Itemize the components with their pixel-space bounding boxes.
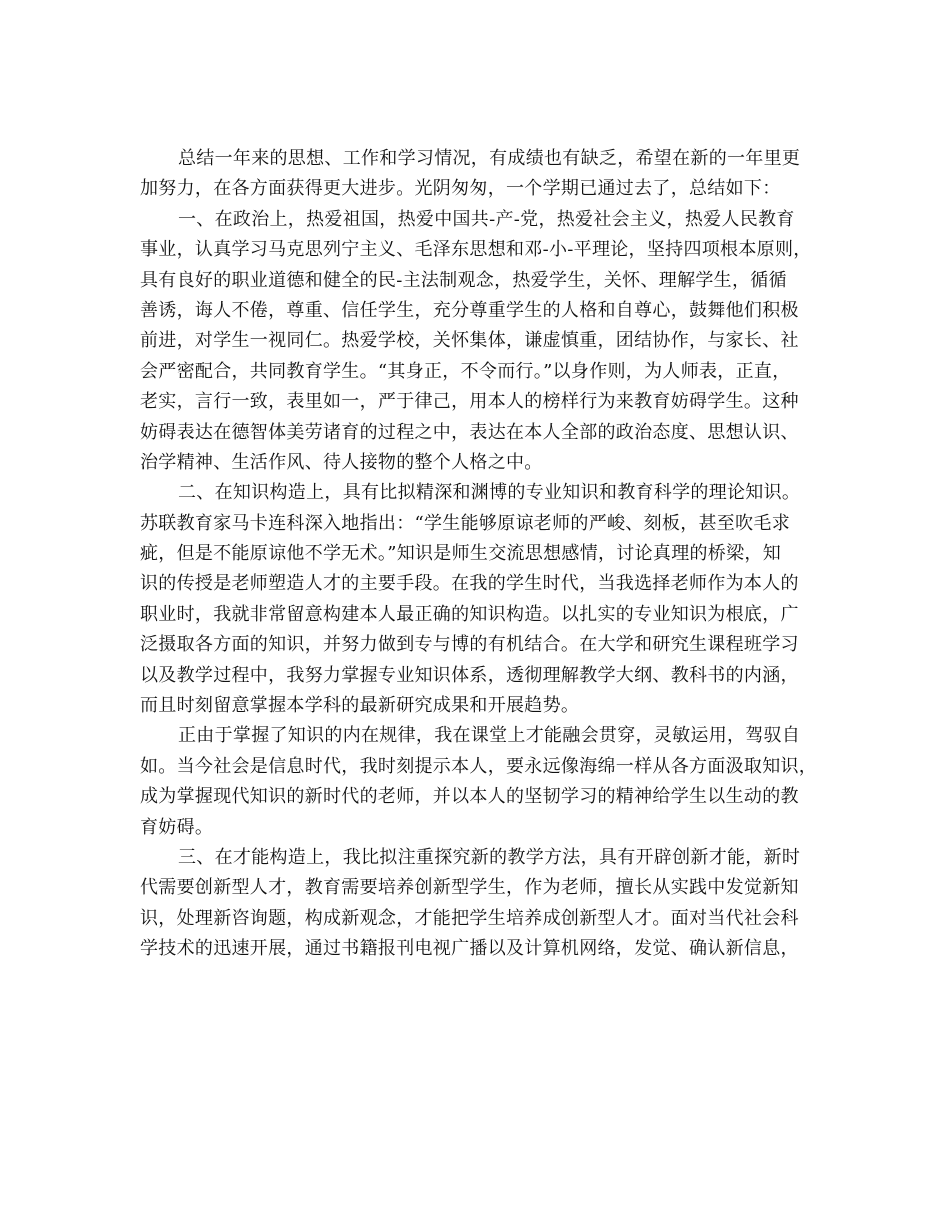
- paragraph-first-line: 一、在政治上，热爱祖国，热爱中国共-产-党，热爱社会主义，热爱人民教育: [178, 208, 795, 230]
- text-line: 识，处理新咨询题，构成新观念，才能把学生培养成创新型人才。面对当代社会科: [140, 907, 799, 929]
- text-line: 成为掌握现代知识的新时代的老师，并以本人的坚韧学习的精神给学生以生动的教: [140, 786, 799, 808]
- paragraph-first-line: 三、在才能构造上，我比拟注重探究新的教学方法，具有开辟创新才能，新时: [178, 846, 801, 868]
- text-line: 治学精神、生活作风、待人接物的整个人格之中。: [140, 451, 543, 473]
- paragraph-first-line: 二、在知识构造上，具有比拟精深和渊博的专业知识和教育科学的理论知识。: [178, 482, 801, 504]
- text-line: 职业时，我就非常留意构建本人最正确的知识构造。以扎实的专业知识为根底，广: [140, 603, 799, 625]
- text-line: 苏联教育家马卡连科深入地指出：“学生能够原谅老师的严峻、刻板，甚至吹毛求: [140, 512, 790, 534]
- text-line: 老实，言行一致，表里如一，严于律己，用本人的榜样行为来教育妨碍学生。这种: [140, 391, 799, 413]
- text-line: 代需要创新型人才，教育需要培养创新型学生，作为老师，擅长从实践中发觉新知: [140, 877, 799, 899]
- text-line: 事业，认真学习马克思列宁主义、毛泽东思想和邓-小-平理论，坚持四项根本原则，: [140, 239, 812, 261]
- text-line: 加努力，在各方面获得更大进步。光阴匆匆，一个学期已通过去了，总结如下：: [140, 178, 781, 200]
- text-line: 育妨碍。: [140, 816, 214, 838]
- paragraph-first-line: 正由于掌握了知识的内在规律，我在课堂上才能融会贯穿，灵敏运用，驾驭自: [178, 725, 801, 747]
- text-line: 而且时刻留意掌握本学科的最新研究成果和开展趋势。: [140, 695, 580, 717]
- text-line: 会严密配合，共同教育学生。“其身正，不令而行。”以身作则，为人师表，正直，: [140, 360, 791, 382]
- text-line: 妨碍表达在德智体美劳诸育的过程之中，表达在本人全部的政治态度、思想认识、: [140, 421, 799, 443]
- text-line: 前进，对学生一视同仁。热爱学校，关怀集体，谦虚慎重，团结协作，与家长、社: [140, 330, 799, 352]
- text-line: 识的传授是老师塑造人才的主要手段。在我的学生时代，当我选择老师作为本人的: [140, 573, 799, 595]
- text-line: 学技术的迅速开展，通过书籍报刊电视广播以及计算机网络，发觉、确认新信息，: [140, 938, 799, 960]
- text-line: 如。当今社会是信息时代，我时刻提示本人，要永远像海绵一样从各方面汲取知识，: [140, 755, 818, 777]
- text-line: 以及教学过程中，我努力掌握专业知识体系，透彻理解教学大纲、教科书的内涵，: [140, 664, 799, 686]
- text-line: 泛摄取各方面的知识，并努力做到专与博的有机结合。在大学和研究生课程班学习: [140, 634, 799, 656]
- text-line: 善诱，诲人不倦，尊重、信任学生，充分尊重学生的人格和自尊心，鼓舞他们积极: [140, 299, 799, 321]
- document-page: [140, 144, 818, 965]
- text-line: 具有良好的职业道德和健全的民-主法制观念，热爱学生，关怀、理解学生，循循: [140, 269, 787, 291]
- paragraph-first-line: 总结一年来的思想、工作和学习情况，有成绩也有缺乏，希望在新的一年里更: [178, 148, 801, 169]
- text-line: 疵，但是不能原谅他不学无术。”知识是师生交流思想感情，讨论真理的桥梁，知: [140, 543, 781, 565]
